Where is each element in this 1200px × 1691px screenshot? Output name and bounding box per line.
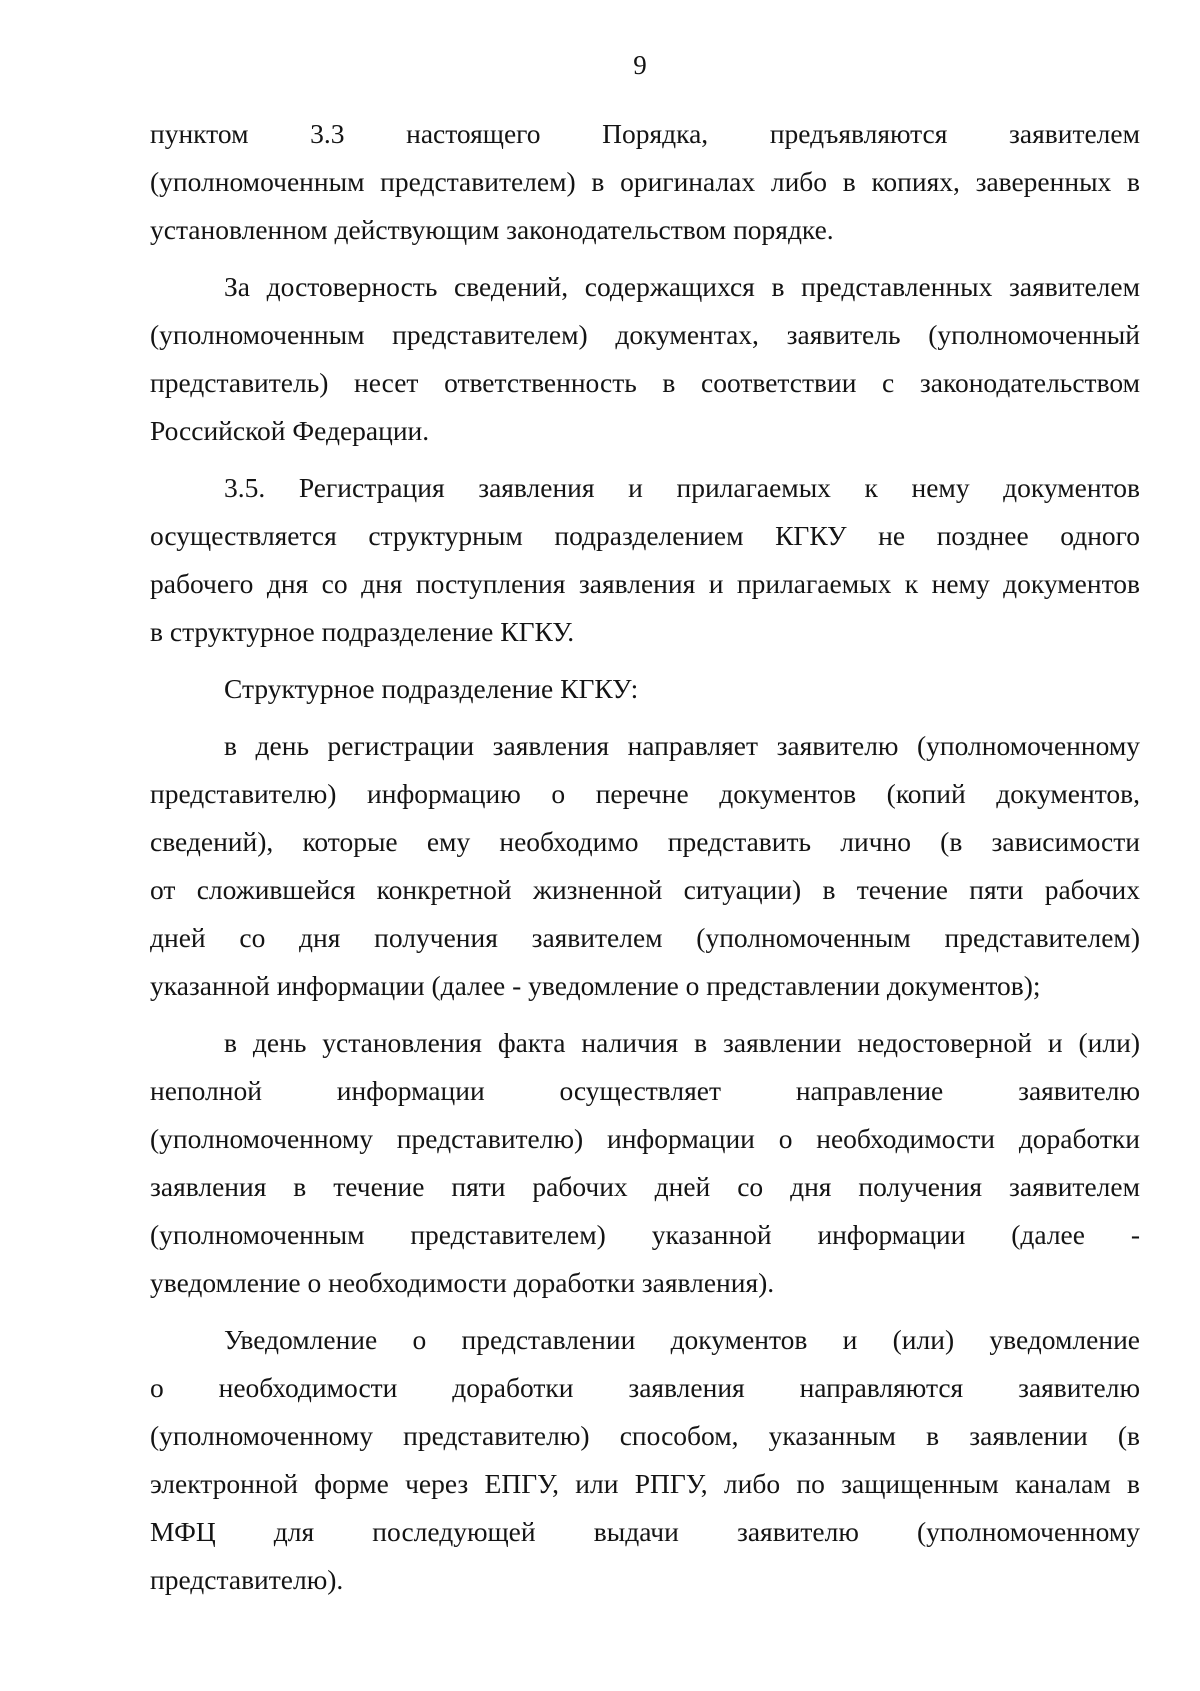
paragraph (150, 464, 1140, 656)
text-line: Уведомление о представлении документов и (или) уведомление (224, 1324, 1140, 1355)
text-line: представитель) несет ответственность в соответствии с законодательством (150, 367, 1140, 398)
text-line: в структурное подразделение КГКУ. (150, 616, 575, 647)
text-line: (уполномоченному представителю) способом, указанным в заявлении (в (150, 1420, 1140, 1451)
text-line: о необходимости доработки заявления направляются заявителю (150, 1372, 1140, 1403)
text-line: неполной информации осуществляет направление заявителю (150, 1075, 1140, 1106)
paragraph (150, 722, 1140, 1010)
text-line: 3.5. Регистрация заявления и прилагаемых к нему документов (224, 472, 1140, 503)
text-line: сведений), которые ему необходимо представить лично (в зависимости (150, 826, 1140, 857)
text-line: в день установления факта наличия в заявлении недостоверной и (или) (224, 1027, 1140, 1058)
text-line: (уполномоченным представителем) указанной информации (далее - (150, 1219, 1140, 1250)
text-line: МФЦ для последующей выдачи заявителю (уполномоченному (150, 1516, 1140, 1547)
text-line: За достоверность сведений, содержащихся в представленных заявителем (224, 271, 1140, 302)
text-line: рабочего дня со дня поступления заявления и прилагаемых к нему документов (150, 568, 1140, 599)
text-line: представителю) информацию о перечне документов (копий документов, (150, 778, 1140, 809)
paragraph (150, 1019, 1140, 1307)
text-line: (уполномоченным представителем) в оригиналах либо в копиях, заверенных в (150, 166, 1140, 197)
text-line: (уполномоченным представителем) документах, заявитель (уполномоченный (150, 319, 1140, 350)
text-line: указанной информации (далее - уведомление о представлении документов); (150, 970, 1041, 1001)
paragraph (150, 1316, 1140, 1604)
text-line: в день регистрации заявления направляет заявителю (уполномоченному (224, 730, 1140, 761)
text-line: от сложившейся конкретной жизненной ситуации) в течение пяти рабочих (150, 874, 1140, 905)
paragraph (150, 263, 1140, 455)
text-line: представителю). (150, 1564, 344, 1595)
text-line: Российской Федерации. (150, 415, 430, 446)
text-line: уведомление о необходимости доработки заявления). (150, 1267, 775, 1298)
text-line: дней со дня получения заявителем (уполномоченным представителем) (150, 922, 1140, 953)
paragraph (150, 665, 1140, 713)
page-number: 9 (633, 50, 647, 80)
document-body (150, 110, 1140, 1613)
paragraph (150, 110, 1140, 254)
text-line: установленном действующим законодательством порядке. (150, 214, 834, 245)
text-line: (уполномоченному представителю) информации о необходимости доработки (150, 1123, 1140, 1154)
text-line: Структурное подразделение КГКУ: (224, 673, 639, 704)
text-line: пунктом 3.3 настоящего Порядка, предъявляются заявителем (150, 118, 1140, 149)
text-line: электронной форме через ЕПГУ, или РПГУ, либо по защищенным каналам в (150, 1468, 1140, 1499)
text-line: осуществляется структурным подразделением КГКУ не позднее одного (150, 520, 1140, 551)
text-line: заявления в течение пяти рабочих дней со дня получения заявителем (150, 1171, 1140, 1202)
